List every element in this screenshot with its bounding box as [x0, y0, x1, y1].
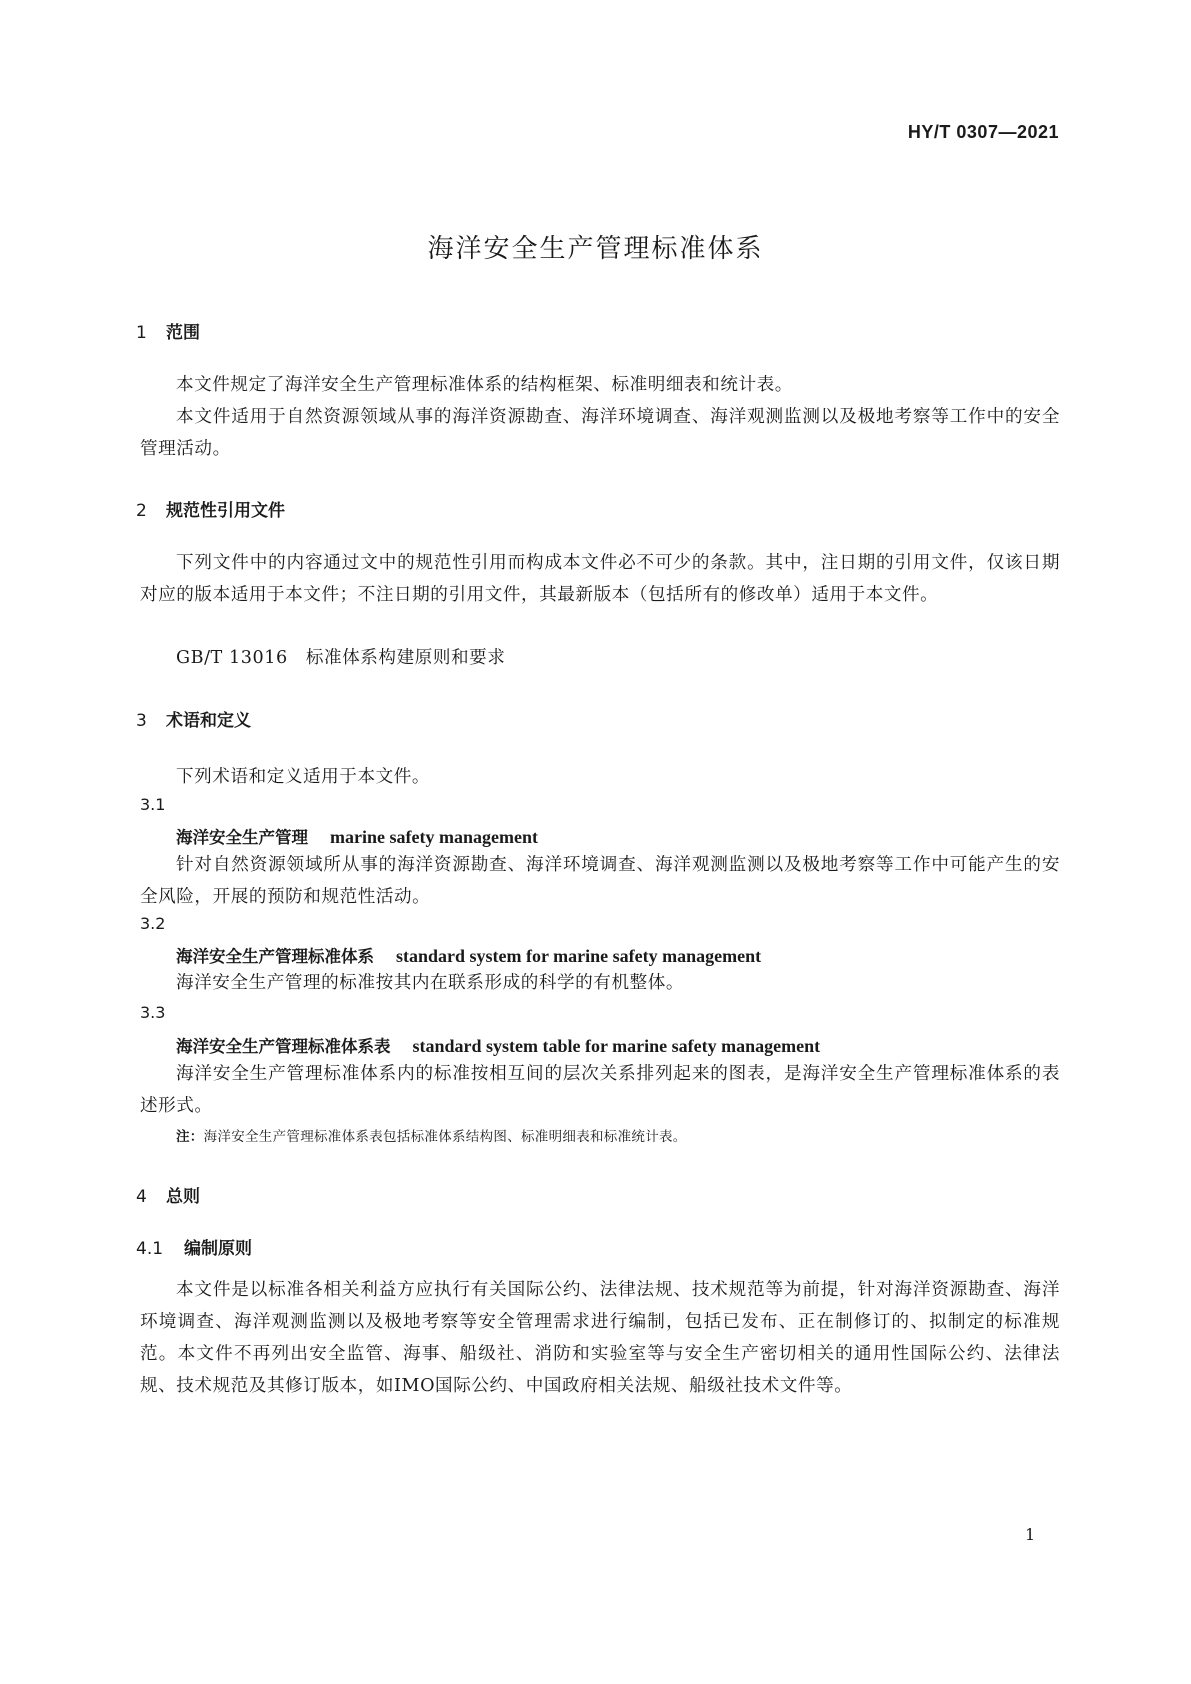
- term-entry: [176, 824, 538, 848]
- section-number: 2: [136, 501, 147, 521]
- term-english: standard system for marine safety management: [396, 946, 762, 966]
- term-chinese: 海洋安全生产管理: [176, 828, 308, 847]
- section-1-heading: [136, 318, 200, 343]
- term-number: 3.2: [140, 914, 166, 933]
- subsection-4-1-heading: [136, 1234, 252, 1259]
- section-title: 范围: [166, 323, 200, 343]
- section-2-paragraph-1: 下列文件中的内容通过文中的规范性引用而构成本文件必不可少的条款。其中，注日期的引用文件，仅该日期对应的版本适用于本文件；不注日期的引用文件，其最新版本（包括所有的修改单）适用于本文件。: [140, 553, 1060, 605]
- subsection-number: 4.1: [136, 1239, 164, 1259]
- term-entry: [176, 1033, 820, 1057]
- term-chinese: 海洋安全生产管理标准体系: [176, 947, 374, 966]
- subsection-title: 编制原则: [184, 1239, 252, 1259]
- term-number: 3.1: [140, 795, 166, 814]
- section-2-heading: [136, 496, 285, 521]
- note-label: 注：: [176, 1129, 204, 1145]
- term-chinese: 海洋安全生产管理标准体系表: [176, 1037, 391, 1056]
- section-1-paragraph-2: 本文件适用于自然资源领域从事的海洋资源勘查、海洋环境调查、海洋观测监测以及极地考察等工作中的安全管理活动。: [140, 407, 1060, 459]
- term-english: marine safety management: [330, 827, 538, 847]
- term-definition: 海洋安全生产管理标准体系内的标准按相互间的层次关系排列起来的图表，是海洋安全生产管理标准体系的表述形式。: [140, 1064, 1060, 1116]
- term-definition: 海洋安全生产管理的标准按其内在联系形成的科学的有机整体。: [176, 973, 685, 993]
- document-number: HY/T 0307—2021: [907, 122, 1059, 142]
- section-title: 总则: [166, 1187, 200, 1207]
- note-text: 海洋安全生产管理标准体系表包括标准体系结构图、标准明细表和标准统计表。: [203, 1129, 687, 1145]
- section-3-intro: 下列术语和定义适用于本文件。: [176, 767, 431, 787]
- page-number: 1: [1025, 1525, 1036, 1544]
- page-title: 海洋安全生产管理标准体系: [427, 234, 764, 264]
- section-number: 3: [136, 711, 147, 731]
- section-number: 4: [136, 1187, 147, 1207]
- section-title: 规范性引用文件: [166, 501, 285, 521]
- section-1-paragraph-1: 本文件规定了海洋安全生产管理标准体系的结构框架、标准明细表和统计表。: [176, 375, 793, 395]
- section-4-heading: [136, 1182, 200, 1207]
- normative-reference: GB/T 13016 标准体系构建原则和要求: [176, 648, 506, 668]
- section-number: 1: [136, 323, 147, 343]
- section-title: 术语和定义: [166, 711, 251, 731]
- term-english: standard system table for marine safety management: [412, 1036, 821, 1056]
- term-definition: 针对自然资源领域所从事的海洋资源勘查、海洋环境调查、海洋观测监测以及极地考察等工作中可能产生的安全风险，开展的预防和规范性活动。: [140, 855, 1060, 907]
- section-3-heading: [136, 706, 251, 731]
- term-number: 3.3: [140, 1003, 166, 1022]
- term-entry: [176, 943, 761, 967]
- term-note: [176, 1125, 687, 1145]
- subsection-4-1-paragraph-1: 本文件是以标准各相关利益方应执行有关国际公约、法律法规、技术规范等为前提，针对海洋资源勘查、海洋环境调查、海洋观测监测以及极地考察等安全管理需求进行编制，包括已发布、正在制修订的、拟制定的标准规范。本文件不再列出安全监管、海事、船级社、消防和实验室等与安全生产密切相关的通用性国际公约、法律法规、技术规范及其修订版本，如IMO国际公约、中国政府相关法规、船级社技术文件等。: [140, 1280, 1060, 1396]
